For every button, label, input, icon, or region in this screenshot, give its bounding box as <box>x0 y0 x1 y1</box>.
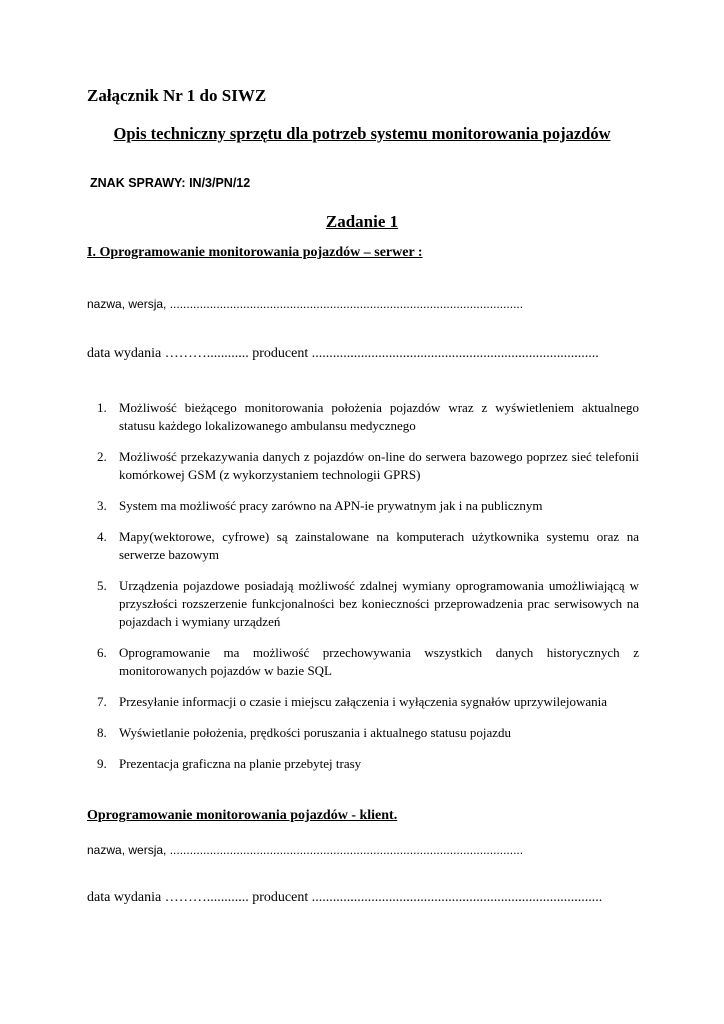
requirement-text: Możliwość przekazywania danych z pojazdów on-line do serwera bazowego poprzez sieć telefonii komórkowej GSM (z wykorzystaniem technologii GPRS) <box>119 449 639 482</box>
requirement-text: Oprogramowanie ma możliwość przechowywania wszystkich danych historycznych z monitorowanych pojazdów w bazie SQL <box>119 645 639 678</box>
requirement-item <box>97 644 639 680</box>
requirement-item <box>97 399 639 435</box>
requirement-text: Przesyłanie informacji o czasie i miejscu załączenia i wyłączenia sygnałów uprzywilejowania <box>119 694 608 709</box>
server-release-producer-line: data wydania ………............ producent .................................................................................. <box>87 346 599 361</box>
annex-heading: Załącznik Nr 1 do SIWZ <box>87 86 267 105</box>
requirement-item <box>97 693 639 711</box>
requirement-text: System ma możliwość pracy zarówno na APN-ie prywatnym jak i na publicznym <box>119 498 543 513</box>
document-title: Opis techniczny sprzętu dla potrzeb systemu monitorowania pojazdów <box>113 124 611 143</box>
requirement-text: Możliwość bieżącego monitorowania położenia pojazdów wraz z wyświetleniem aktualnego statusu każdego lokalizowanego ambulansu medycznego <box>119 400 639 433</box>
requirement-text: Prezentacja graficzna na planie przebytej trasy <box>119 756 362 771</box>
requirement-text: Urządzenia pojazdowe posiadają możliwość zdalnej wymiany oprogramowania umożliwiającą w przyszłości rozszerzenie funkcjonalności bez konieczności przeprowadzenia prac serwisowych na pojazdach i wymiany urządzeń <box>119 578 639 629</box>
server-section-heading: I. Oprogramowanie monitorowania pojazdów – serwer : <box>87 245 423 260</box>
requirement-item <box>97 577 639 631</box>
client-release-producer-line: data wydania ………............ producent ................................................................................... <box>87 890 603 905</box>
requirement-text: Mapy(wektorowe, cyfrowe) są zainstalowane na komputerach użytkownika systemu oraz na serwerze bazowym <box>119 529 639 562</box>
client-section-heading: Oprogramowanie monitorowania pojazdów - klient. <box>87 808 398 823</box>
requirement-text: Wyświetlanie położenia, prędkości poruszania i aktualnego statusu pojazdu <box>119 725 511 740</box>
requirement-number: 4. <box>97 529 107 544</box>
requirement-item <box>97 497 639 515</box>
requirement-number: 9. <box>97 756 107 771</box>
case-number: ZNAK SPRAWY: IN/3/PN/12 <box>90 176 251 190</box>
requirement-item <box>97 724 639 742</box>
requirement-number: 5. <box>97 578 107 593</box>
requirement-number: 7. <box>97 694 107 709</box>
requirement-number: 8. <box>97 725 107 740</box>
client-name-version-line: nazwa, wersja, .......................................................................................................... <box>87 843 524 857</box>
requirement-item <box>97 528 639 564</box>
requirement-number: 3. <box>97 498 107 513</box>
requirements-list <box>97 399 639 786</box>
server-name-version-line: nazwa, wersja, .......................................................................................................... <box>87 297 524 311</box>
task-heading: Zadanie 1 <box>325 212 399 231</box>
requirement-number: 1. <box>97 400 107 415</box>
requirement-item <box>97 448 639 484</box>
requirement-item <box>97 755 639 773</box>
requirement-number: 2. <box>97 449 107 464</box>
requirement-number: 6. <box>97 645 107 660</box>
